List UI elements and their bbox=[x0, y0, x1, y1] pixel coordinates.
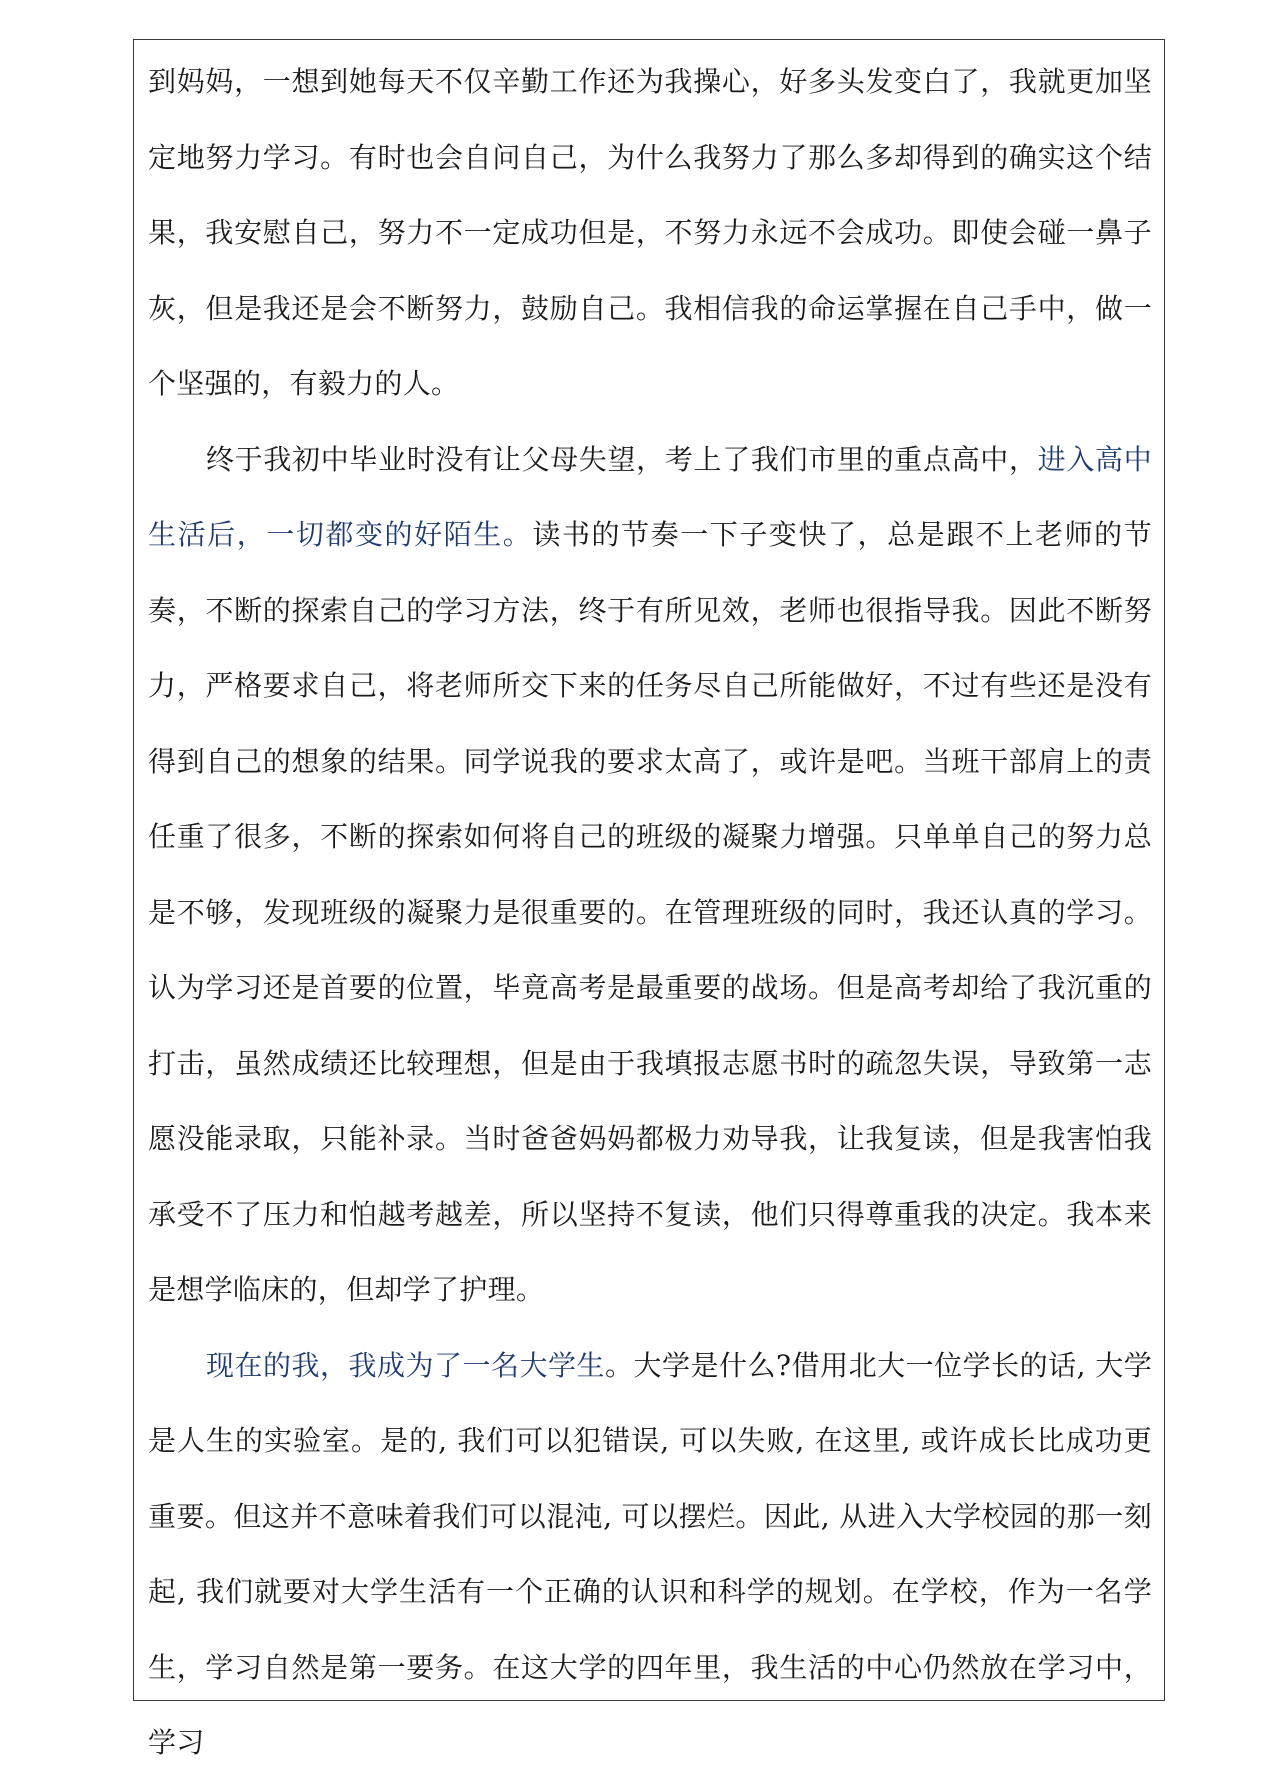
paragraph-2 bbox=[148, 422, 1152, 1328]
paragraph-3-text: 。大学是什么?借用北大一位学长的话, 大学是人生的实验室。是的, 我们可以犯错误, 可以失败, 在这里, 或许成长比成功更重要。但这并不意味着我们可以混沌, 可以摆烂。因此, 从进入大学校园的那一刻起, 我们就要对大学生活有一个正确的认识和科学的规划。在学校，作为一名学生，学习自然是第一要务。在这大学的四年里，我生活的中心仍然放在学习中，学习 bbox=[148, 1348, 1153, 1759]
page-frame bbox=[133, 39, 1165, 1759]
paragraph-2-text-a: 终于我初中毕业时没有让父母失望，考上了我们市里的重点高中， bbox=[206, 442, 1038, 476]
paragraph-1-text: 到妈妈，一想到她每天不仅辛勤工作还为我操心，好多头发变白了，我就更加坚定地努力学习。有时也会自问自己，为什么我努力了那么多却得到的确实这个结果，我安慰自己，努力不一定成功但是，不努力永远不会成功。即使会碰一鼻子灰，但是我还是会不断努力，鼓励自己。我相信我的命运掌握在自己手中，做一个坚强的，有毅力的人。 bbox=[148, 65, 1152, 400]
document-body bbox=[148, 40, 1152, 1781]
paragraph-3 bbox=[148, 1328, 1152, 1781]
paragraph-3-highlight: 现在的我，我成为了一名大学生 bbox=[206, 1348, 606, 1382]
paragraph-2-text-b: 读书的节奏一下子变快了，总是跟不上老师的节奏，不断的探索自己的学习方法，终于有所见效，老师也很指导我。因此不断努力，严格要求自己，将老师所交下来的任务尽自己所能做好，不过有些还是没有得到自己的想象的结果。同学说我的要求太高了，或许是吧。当班干部肩上的责任重了很多，不断的探索如何将自己的班级的凝聚力增强。只单单自己的努力总是不够，发现班级的凝聚力是很重要的。在管理班级的同时，我还认真的学习。认为学习还是首要的位置，毕竟高考是最重要的战场。但是高考却给了我沉重的打击，虽然成绩还比较理想，但是由于我填报志愿书时的疏忽失误，导致第一志愿没能录取，只能补录。当时爸爸妈妈都极力劝导我，让我复读，但是我害怕我承受不了压力和怕越考越差，所以坚持不复读，他们只得尊重我的决定。我本来是想学临床的，但却学了护理。 bbox=[148, 518, 1152, 1306]
paragraph-1 bbox=[148, 44, 1152, 422]
paragraph-2-highlight: 进入高中生活后，一切都变的好陌生。 bbox=[148, 442, 1152, 551]
